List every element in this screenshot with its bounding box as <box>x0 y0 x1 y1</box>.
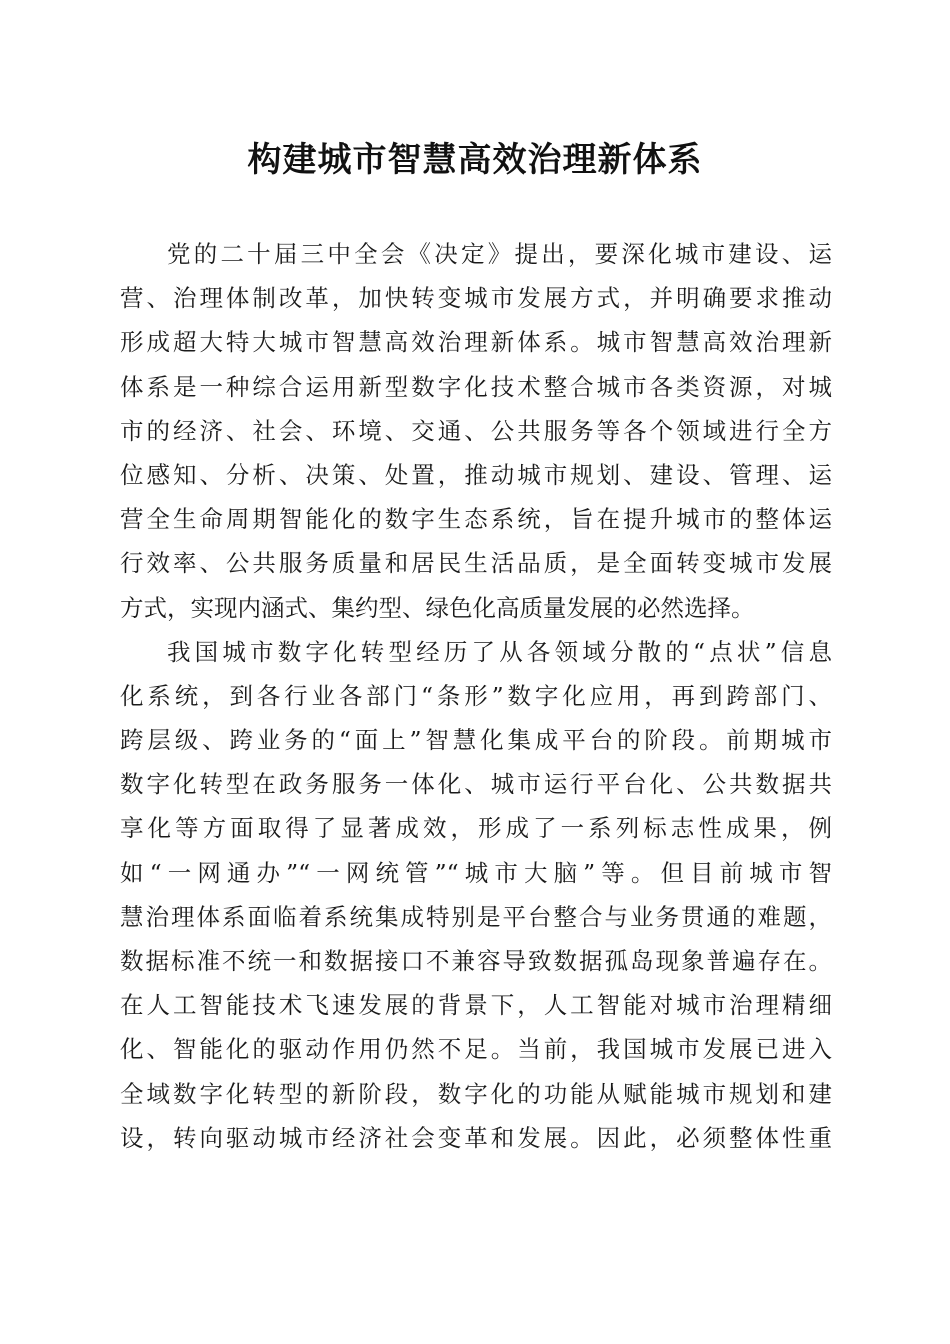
paragraph-line: 体系是一种综合运用新型数字化技术整合城市各类资源，对城 <box>120 372 832 401</box>
paragraph-line: 党的二十届三中全会《决定》提出，要深化城市建设、运 <box>167 240 832 268</box>
paragraph-line: 位感知、分析、决策、处置，推动城市规划、建设、管理、运 <box>120 460 832 489</box>
document-body <box>120 232 832 1160</box>
document-title: 构建城市智慧高效治理新体系 <box>247 140 703 180</box>
paragraph-line: 数据标准不统一和数据接口不兼容导致数据孤岛现象普遍存在。 <box>120 947 832 975</box>
paragraph-line: 化、智能化的驱动作用仍然不足。当前，我国城市发展已进入 <box>120 1035 832 1064</box>
paragraph-line: 在人工智能技术飞速发展的背景下，人工智能对城市治理精细 <box>120 991 832 1020</box>
paragraph-line: 方式，实现内涵式、集约型、绿色化高质量发展的必然选择。 <box>120 593 755 622</box>
paragraph-line: 化系统，到各行业各部门“条形”数字化应用，再到跨部门、 <box>120 681 832 710</box>
paragraph-line: 全域数字化转型的新阶段，数字化的功能从赋能城市规划和建 <box>120 1079 832 1108</box>
paragraph-line: 跨层级、跨业务的“面上”智慧化集成平台的阶段。前期城市 <box>120 726 832 755</box>
paragraph-line: 设，转向驱动城市经济社会变革和发展。因此，必须整体性重 <box>120 1123 832 1152</box>
paragraph-line: 如“一网通办”“一网统管”“城市大脑”等。但目前城市智 <box>120 858 832 887</box>
paragraph-2 <box>120 630 832 1160</box>
paragraph-line: 我国城市数字化转型经历了从各领域分散的“点状”信息 <box>167 637 832 666</box>
paragraph-line: 营、治理体制改革，加快转变城市发展方式，并明确要求推动 <box>120 284 832 313</box>
paragraph-line: 享化等方面取得了显著成效，形成了一系列标志性成果，例 <box>120 814 832 843</box>
paragraph-line: 行效率、公共服务质量和居民生活品质，是全面转变城市发展 <box>120 549 832 578</box>
paragraph-line: 营全生命周期智能化的数字生态系统，旨在提升城市的整体运 <box>120 505 832 534</box>
paragraph-1 <box>120 232 832 630</box>
paragraph-line: 慧治理体系面临着系统集成特别是平台整合与业务贯通的难题， <box>120 902 832 931</box>
paragraph-line: 市的经济、社会、环境、交通、公共服务等各个领域进行全方 <box>120 416 832 445</box>
paragraph-line: 数字化转型在政务服务一体化、城市运行平台化、公共数据共 <box>120 770 832 799</box>
paragraph-line: 形成超大特大城市智慧高效治理新体系。城市智慧高效治理新 <box>120 328 832 357</box>
